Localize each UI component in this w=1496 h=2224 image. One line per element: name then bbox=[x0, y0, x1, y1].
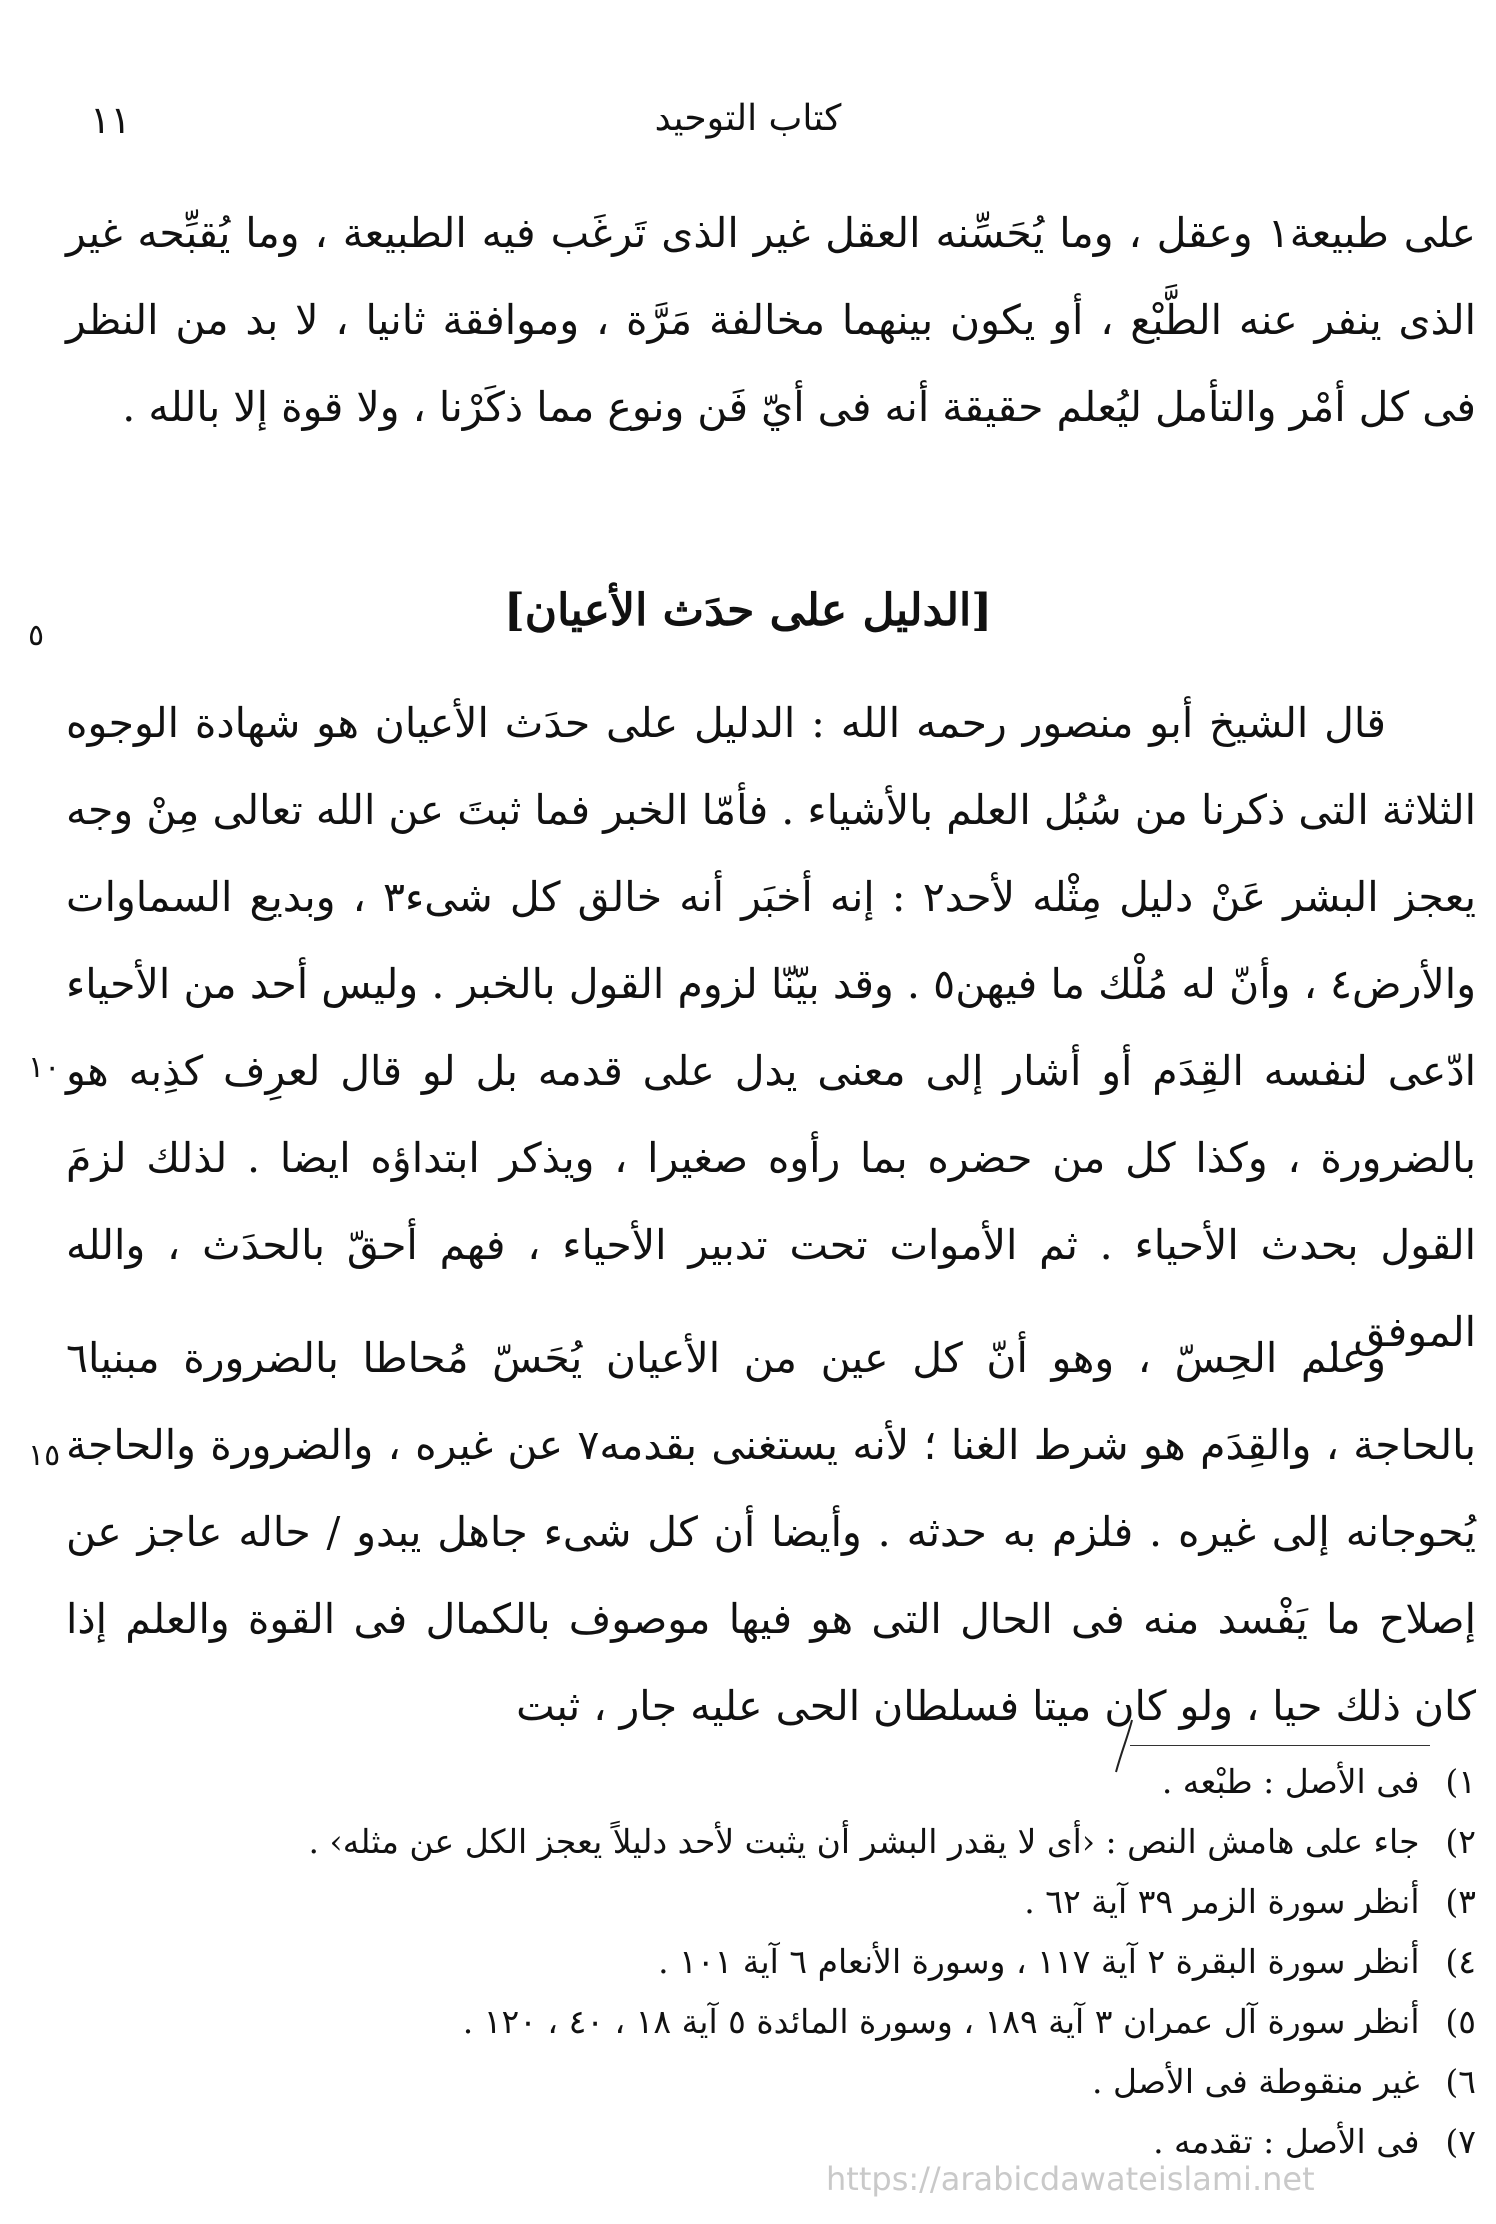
footnote-number: ٧) bbox=[1445, 2122, 1476, 2161]
footnote-number: ٣) bbox=[1445, 1882, 1476, 1921]
line-marker-15: ١٥ bbox=[28, 1438, 61, 1473]
footnote-number: ٦) bbox=[1445, 2062, 1476, 2101]
watermark[interactable]: https://arabicdawateislami.net bbox=[826, 2160, 1315, 2198]
footnote-item bbox=[66, 2052, 1476, 2112]
footnote-number: ٢) bbox=[1445, 1822, 1476, 1861]
footnote-number: ٤) bbox=[1445, 1942, 1476, 1981]
running-title: كتاب التوحيد bbox=[654, 98, 842, 139]
footnote-divider bbox=[1130, 1745, 1430, 1746]
footnote-text: جاء على هامش النص : ‹أى لا يقدر البشر أن يثبت لأحد دليلاً يعجز الكل عن مثله› . bbox=[308, 1822, 1420, 1861]
paragraph-2-text: قال الشيخ أبو منصور رحمه الله : الدليل على حدَث الأعيان هو شهادة الوجوه الثلاثة التى ذكرنا من سُبُل العلم بالأشياء . فأمّا الخبر فما ثبتَ عن الله تعالى مِنْ وجه يعجز البشر عَنْ دليل مِثْله لأحد٢ : إنه أخبَر أنه خالق كل شىء٣ ، وبديع السماوات والأرض٤ ، وأنّ له مُلْك ما فيهن٥ . وقد بيّنّا لزوم القول بالخبر . وليس أحد من الأحياء ادّعى لنفسه القِدَم أو أشار إلى معنى يدل على قدمه بل لو قال لعرِف كذِبه هو بالضرورة ، وكذا كل من حضره بما رأوه صغيرا ، ويذكر ابتداؤه ايضا . لذلك لزمَ القول بحدث الأحياء . ثم الأموات تحت تدبير الأحياء ، فهم أحقّ بالحدَث ، والله الموفق . bbox=[66, 699, 1476, 1356]
footnote-number: ٥) bbox=[1445, 2002, 1476, 2041]
paragraph-1 bbox=[66, 190, 1476, 540]
footnote-text: فى الأصل : تقدمه . bbox=[1153, 2122, 1420, 2161]
page-header bbox=[70, 98, 1426, 148]
footnote-item bbox=[66, 1932, 1476, 1992]
footnote-text: أنظر سورة الزمر ٣٩ آية ٦٢ . bbox=[1024, 1882, 1420, 1921]
section-heading: [الدليل على حدَث الأعيان] bbox=[503, 585, 993, 636]
footnote-text: غير منقوطة فى الأصل . bbox=[1092, 2062, 1420, 2101]
footnote-number: ١) bbox=[1445, 1762, 1476, 1801]
footnote-text: أنظر سورة البقرة ٢ آية ١١٧ ، وسورة الأنعام ٦ آية ١٠١ . bbox=[658, 1942, 1420, 1981]
footnote-item bbox=[66, 1872, 1476, 1932]
paragraph-1-text: على طبيعة١ وعقل ، وما يُحَسِّنه العقل غير الذى تَرغَب فيه الطبيعة ، وما يُقبِّحه غير الذى ينفر عنه الطَّبْع ، أو يكون بينهما مخالفة مَرَّة ، وموافقة ثانيا ، لا بد من النظر فى كل أمْر والتأمل ليُعلم حقيقة أنه فى أيّ فَن ونوع مما ذكَرْنا ، ولا قوة إلا بالله . bbox=[66, 209, 1476, 431]
paragraph-3-text: وعلم الحِسّ ، وهو أنّ كل عين من الأعيان يُحَسّ مُحاطا بالضرورة مبنيا٦ بالحاجة ، والقِدَم هو شرط الغنا ؛ لأنه يستغنى بقدمه٧ عن غيره ، والضرورة والحاجة يُحوجانه إلى غيره . فلزم به حدثه . وأيضا أن كل شىء جاهل يبدو / حاله عاجز عن إصلاح ما يَفْسد منه فى الحال التى هو فيها موصوف بالكمال فى القوة والعلم إذا كان ذلك حيا ، ولو كان ميتا فسلطان الحى عليه جار ، ثبت bbox=[66, 1334, 1476, 1730]
paragraph-2 bbox=[66, 680, 1476, 1356]
footnotes-list bbox=[66, 1752, 1476, 2172]
footnote-item bbox=[66, 1812, 1476, 1872]
footnote-item bbox=[66, 1752, 1476, 1812]
footnote-text: فى الأصل : طبْعه . bbox=[1161, 1762, 1420, 1801]
footnote-text: أنظر سورة آل عمران ٣ آية ١٨٩ ، وسورة المائدة ٥ آية ١٨ ، ٤٠ ، ١٢٠ . bbox=[462, 2002, 1420, 2041]
line-marker-10: ١٠ bbox=[28, 1050, 61, 1085]
footnote-item bbox=[66, 1992, 1476, 2052]
handwritten-mark-icon bbox=[1110, 1716, 1140, 1776]
line-marker-5: ٥ bbox=[28, 618, 45, 653]
page-number: ١١ bbox=[90, 98, 131, 142]
